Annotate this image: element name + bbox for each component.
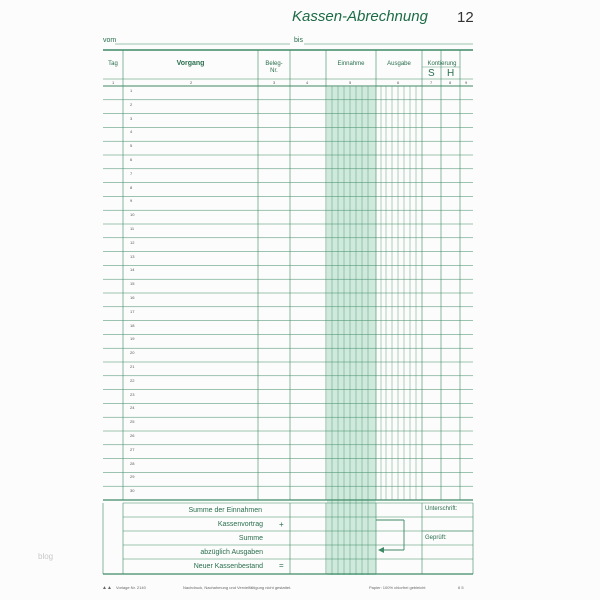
col-number: 9 <box>465 80 468 85</box>
col-header-einnahme: Einnahme <box>337 61 365 67</box>
row-number: 14 <box>130 267 135 273</box>
row-number: 22 <box>130 377 135 383</box>
row-number: 17 <box>130 308 135 314</box>
row-number: 1 <box>130 88 133 93</box>
page-number: 12 <box>457 9 474 26</box>
col-number: 4 <box>306 80 309 85</box>
to-label: bis <box>294 37 303 44</box>
row-number: 8 <box>130 184 133 190</box>
row-number: 20 <box>130 350 135 356</box>
col-number: 3 <box>273 80 276 85</box>
col-header-vorgang: Vorgang <box>176 60 205 67</box>
logo-icon: ▲▲ <box>102 585 112 591</box>
row-number: 24 <box>130 405 135 411</box>
row-number: 5 <box>130 143 133 149</box>
watermark-text: blog <box>38 552 54 561</box>
from-label: vom <box>103 37 117 44</box>
arrow-head-icon <box>378 547 384 553</box>
signature-label: Unterschrift: <box>425 506 458 512</box>
row-number: 19 <box>130 336 135 342</box>
form-title: Kassen-Abrechnung <box>292 8 428 25</box>
row-number: 28 <box>130 460 135 466</box>
new-balance-label: Neuer Kassenbestand <box>193 563 263 570</box>
row-number: 18 <box>130 322 135 328</box>
row-number: 4 <box>130 129 133 135</box>
row-number: 30 <box>130 488 135 494</box>
col-header-kontierung: Kontierung <box>427 61 457 67</box>
footer-code: 6 5 <box>458 585 464 590</box>
minus-expenses-label: abzüglich Ausgaben <box>200 549 263 556</box>
form-number: Vorlage Nr. 2140 <box>116 585 146 590</box>
einnahme-shade <box>327 87 376 575</box>
row-number: 15 <box>130 281 135 287</box>
row-number: 12 <box>130 239 135 245</box>
col-number: 8 <box>449 80 452 85</box>
col-header-h: H <box>447 68 455 79</box>
plus-sign: + <box>279 520 284 529</box>
row-number: 23 <box>130 391 135 397</box>
col-number: 1 <box>112 80 115 85</box>
row-number: 6 <box>130 157 133 162</box>
col-header-s: S <box>428 68 435 79</box>
row-number: 16 <box>130 295 135 300</box>
row-number: 3 <box>130 115 133 121</box>
checked-label: Geprüft: <box>425 535 447 541</box>
row-number: 26 <box>130 433 135 438</box>
col-number: 7 <box>430 80 433 85</box>
row-number: 21 <box>130 364 135 369</box>
col-number: 6 <box>397 80 400 85</box>
row-number: 7 <box>130 170 133 176</box>
sum-income-label: Summe der Einnahmen <box>188 507 262 514</box>
row-number: 29 <box>130 474 135 480</box>
row-number: 10 <box>130 212 135 218</box>
carry-label: Kassenvortrag <box>217 521 263 528</box>
sum-label: Summe <box>238 535 263 542</box>
col-header-tag: Tag <box>108 61 118 67</box>
copyright-note: Nachdruck, Nachahmung und Vervielfältigung nicht gestattet. <box>183 585 292 590</box>
row-number: 11 <box>130 226 135 231</box>
row-number: 13 <box>130 253 135 259</box>
row-number: 2 <box>130 101 133 107</box>
col-header-ausgabe: Ausgabe <box>387 61 411 67</box>
col-number: 2 <box>190 80 193 85</box>
col-number: 5 <box>349 80 352 85</box>
col-header-beleg: Beleg- <box>265 61 283 67</box>
row-number: 27 <box>130 446 135 452</box>
row-number: 25 <box>130 419 135 425</box>
row-number: 9 <box>130 198 133 204</box>
paper-note: Papier: 100% chlorfrei gebleicht <box>369 585 426 590</box>
col-header-beleg-nr: Nr. <box>270 68 278 74</box>
equals-sign: = <box>279 561 284 570</box>
